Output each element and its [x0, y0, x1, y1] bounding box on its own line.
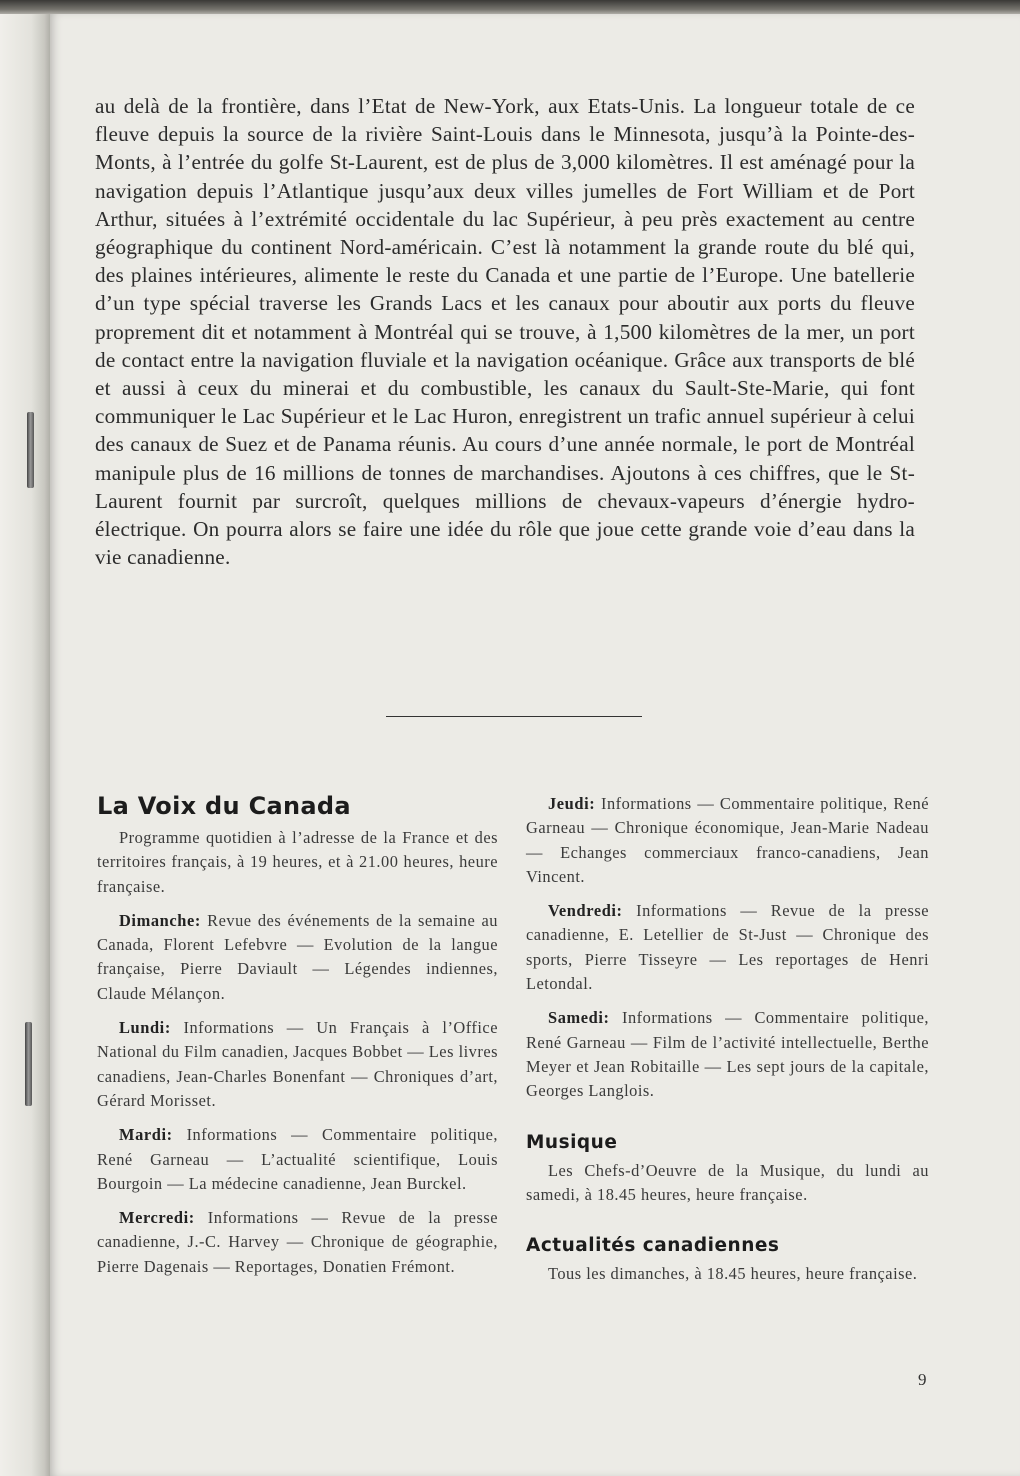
spacer [526, 1217, 929, 1234]
day-program: Revue des événements de la semaine au Canada, Florent Lefebvre — Evolution de la langue française, Pierre Daviault — Légendes indiennes, Claude Mélançon. [97, 910, 498, 1003]
staple-top [27, 412, 34, 488]
schedule-samedi [526, 1006, 929, 1103]
day-label: Jeudi: [548, 794, 596, 813]
voix-du-canada-heading: La Voix du Canada [97, 792, 351, 820]
day-label: Mardi: [119, 1125, 173, 1145]
day-program: Informations — Commentaire politique, René Garneau — Chronique économique, Jean-Marie Nadeau — Echanges commerciaux franco-canadiens, Jean Vincent. [526, 794, 929, 886]
schedule-mardi [97, 1123, 498, 1196]
staple-bottom [25, 1022, 32, 1106]
schedule-dimanche [97, 909, 498, 1006]
day-program: Informations — Revue de la presse canadienne, E. Letellier de St-Just — Chronique des sports, Pierre Tisseyre — Les reportages de Henri Letondal. [526, 901, 929, 994]
document-page [50, 14, 1020, 1476]
schedule-lundi [97, 1016, 498, 1113]
musique-heading: Musique [526, 1131, 618, 1153]
day-program: Informations — Revue de la presse canadienne, J.-C. Harvey — Chronique de géographie, Pierre Dagenais — Reportages, Donatien Frémont. [97, 1208, 498, 1276]
voix-intro: Programme quotidien à l’adresse de la France et des territoires français, à 19 heures, et à 21.00 heures, heure française. [97, 828, 498, 896]
day-program: Informations — Commentaire politique, René Garneau — Film de l’activité intellectuelle, Berthe Meyer et Jean Robitaille — Les sept jours de la capitale, Georges Langlois. [526, 1008, 929, 1101]
musique-text: Les Chefs-d’Oeuvre de la Musique, du lundi au samedi, à 18.45 heures, heure française. [526, 1160, 929, 1204]
section-divider [386, 716, 642, 717]
day-program: Informations — Commentaire politique, René Garneau — L’actualité scientifique, Louis Bourgoin — La médecine canadienne, Jean Burckel. [97, 1125, 498, 1193]
actualites-heading: Actualités canadiennes [526, 1235, 780, 1257]
schedule-mercredi [97, 1206, 498, 1279]
facing-page-edge [0, 14, 52, 1476]
day-label: Lundi: [119, 1018, 171, 1038]
right-column [526, 792, 929, 1296]
day-label: Mercredi: [119, 1208, 195, 1228]
spacer [526, 1114, 929, 1131]
schedule-vendredi [526, 899, 929, 996]
schedule-jeudi [526, 792, 929, 889]
day-label: Samedi: [548, 1008, 610, 1028]
left-column [97, 792, 498, 1289]
day-label: Dimanche: [119, 910, 201, 930]
actualites-text: Tous les dimanches, à 18.45 heures, heure française. [548, 1264, 918, 1284]
day-program: Informations — Un Français à l’Office National du Film canadien, Jacques Bobbet — Les livres canadiens, Jean-Charles Bonenfant — Chroniques d’art, Gérard Morisset. [97, 1018, 498, 1110]
day-label: Vendredi: [548, 901, 623, 921]
main-paragraph: au delà de la frontière, dans l’Etat de New-York, aux Etats-Unis. La longueur totale de ce fleuve depuis la source de la rivière Saint-Louis dans le Minnesota, jusqu’à la Pointe-des-Monts, à l’entrée du golfe St-Laurent, est de plus de 3,000 kilomètres. Il est aménagé pour la navigation depuis l’Atlantique jusqu’aux deux villes jumelles de Fort William et de Port Arthur, situées à l’extrémité occidentale du lac Supérieur, à peu près exactement au centre géographique du continent Nord-américain. C’est là notamment la grande route du blé qui, des plaines intérieures, alimente le reste du Canada et une partie de l’Europe. Une batellerie d’un type spécial traverse les Grands Lacs et les canaux pour aboutir aux ports du fleuve proprement dit et notamment à Montréal qui se trouve, à 1,500 kilomètres de la mer, un port de contact entre la navigation fluviale et la navigation océanique. Grâce aux transports de blé et aussi à ceux du minerai et du combustible, les canaux du Sault-Ste-Marie, qui font communiquer le Lac Supérieur et le Lac Huron, enregistrent un trafic annuel supérieur à celui des canaux de Suez et de Panama réunis. Au cours d’une année normale, le port de Montréal manipule plus de 16 millions de tonnes de marchandises. Ajoutons à ces chiffres, que le St-Laurent fournit par surcroît, quelques millions de chevaux-vapeurs d’énergie hydro-électrique. On pourra alors se faire une idée du rôle que joue cette grande voie d’eau dans la vie canadienne. [95, 94, 915, 570]
page-number: 9 [918, 1370, 927, 1389]
